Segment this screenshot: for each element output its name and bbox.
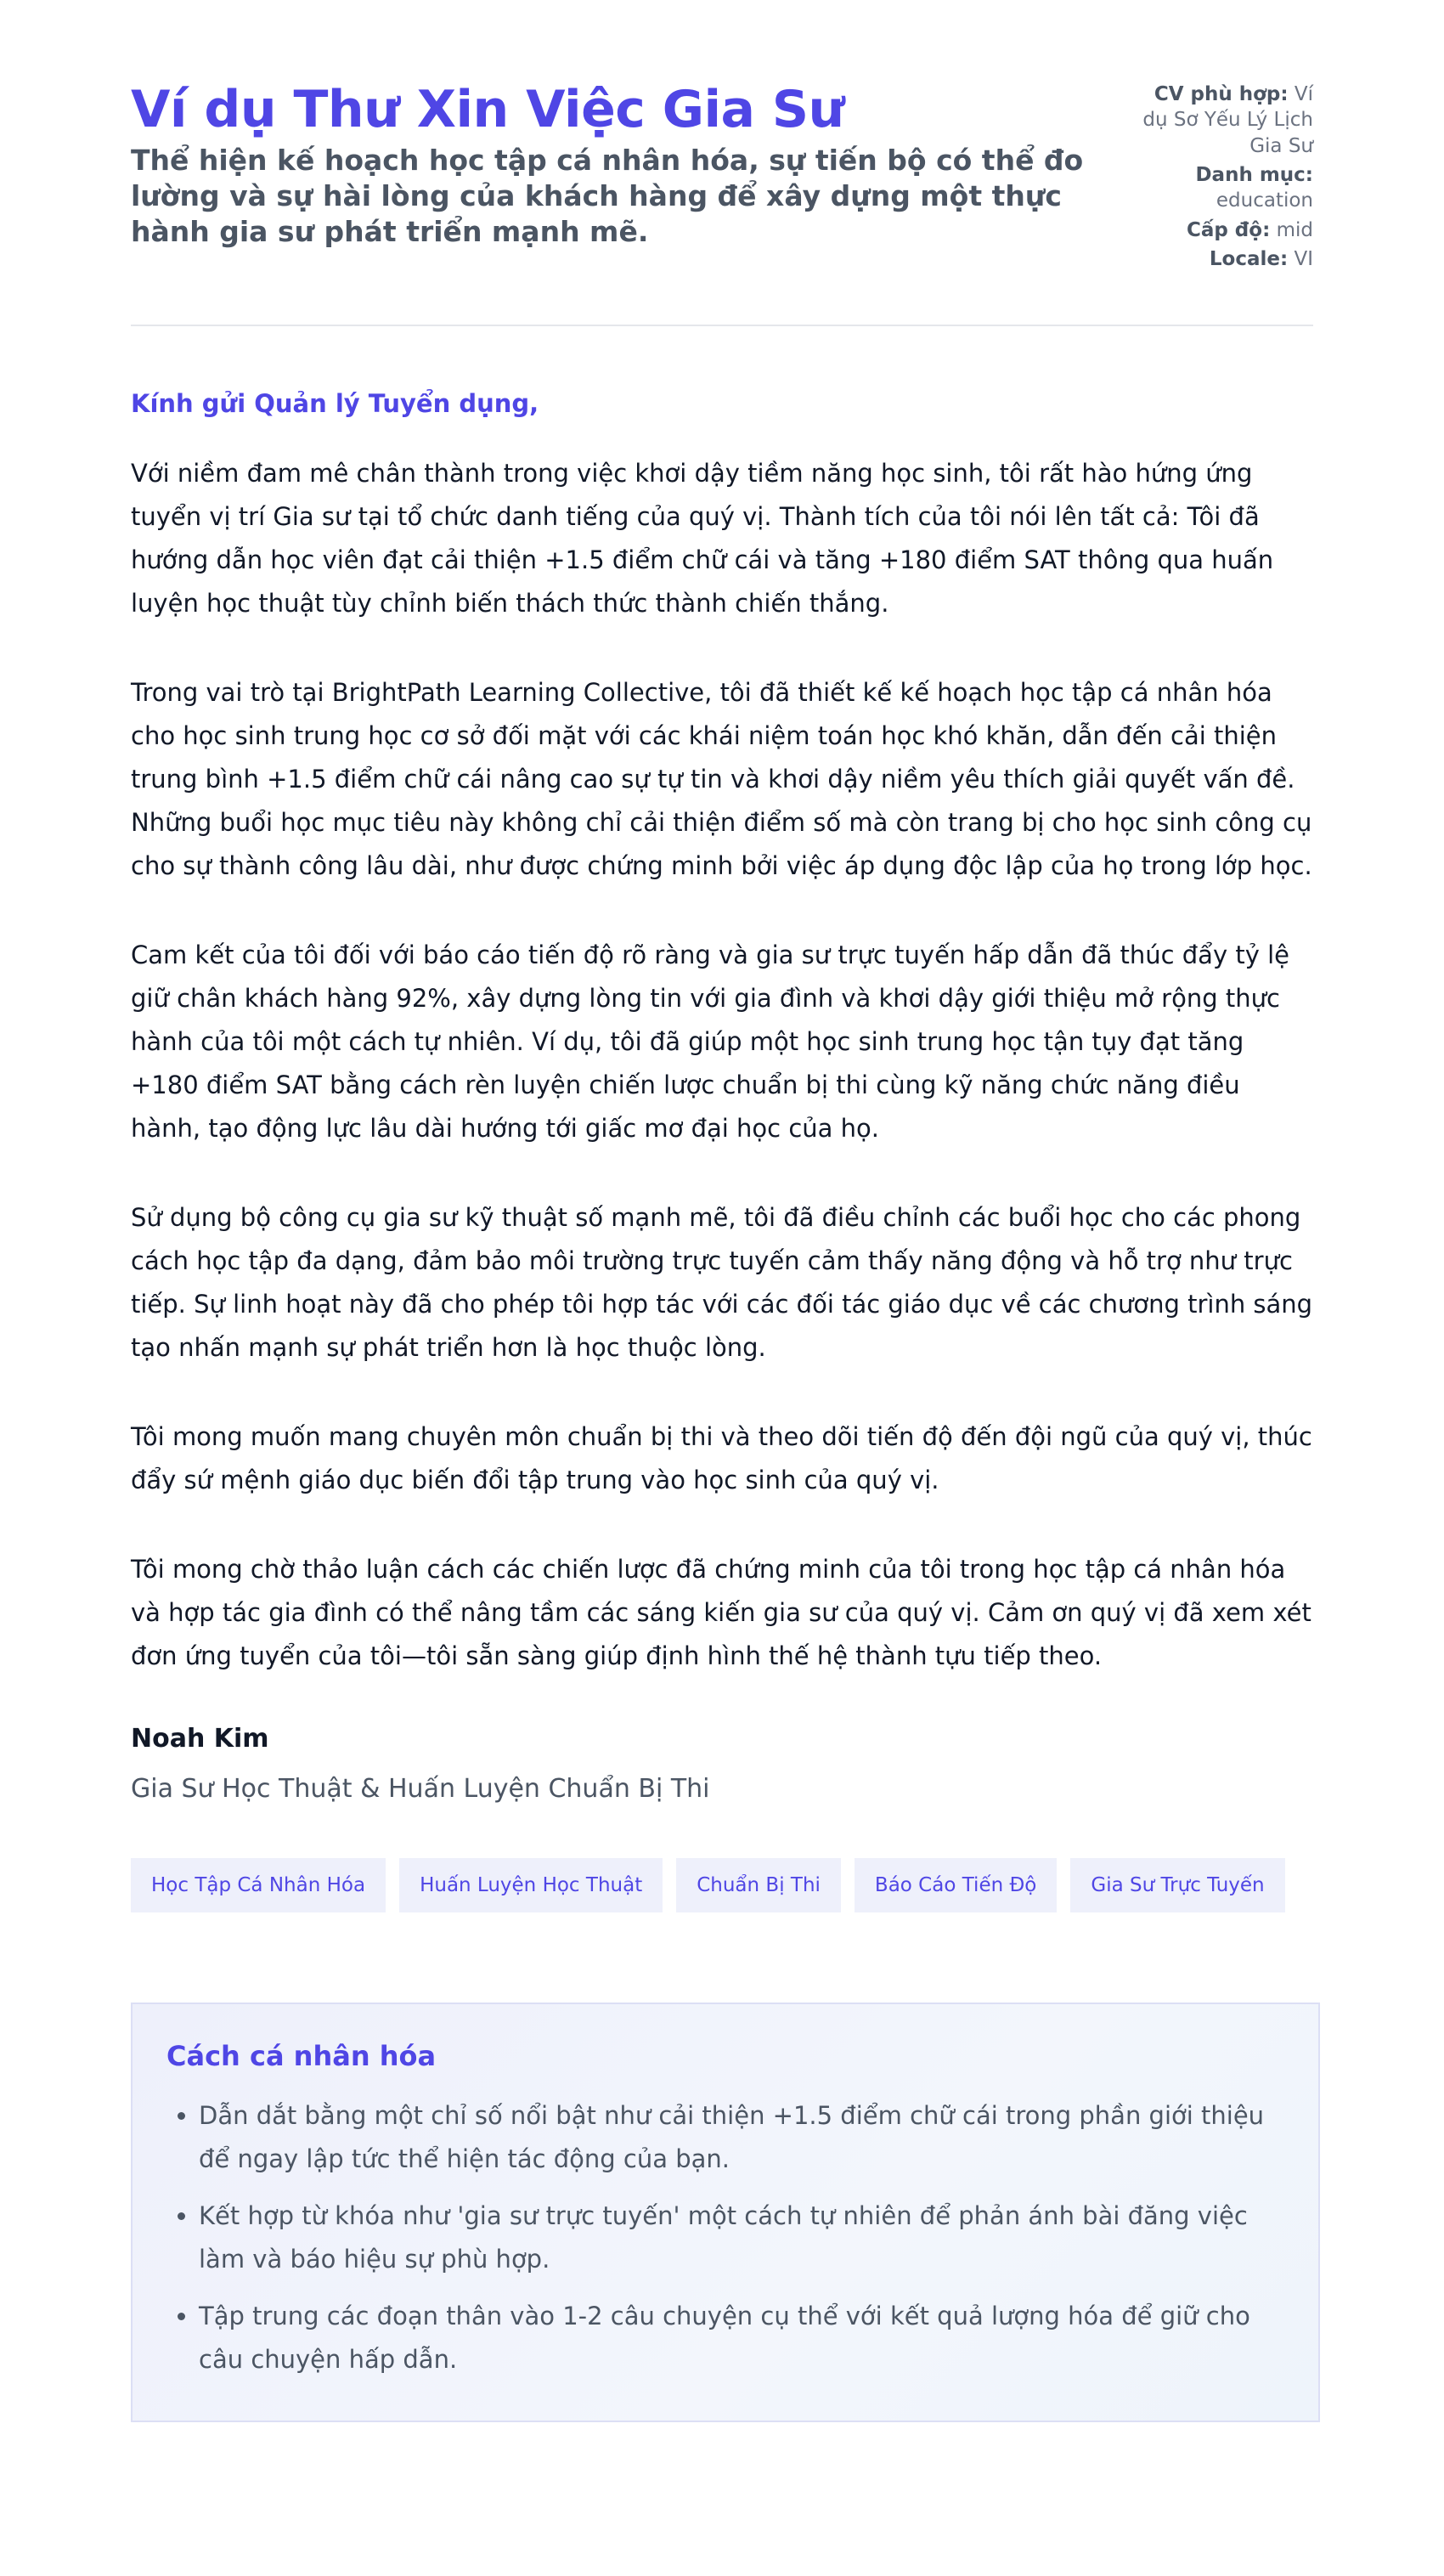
tag-chip: Huấn Luyện Học Thuật xyxy=(399,1858,663,1912)
tag-list xyxy=(131,1858,1313,1912)
tips-list-item: • Dẫn dắt bằng một chỉ số nổi bật như cải thiện +1.5 điểm chữ cái trong phần giới thiệu để ngay lập tức thể hiện tác động của bạn. xyxy=(199,2094,1284,2181)
tips-list-item: • Kết hợp từ khóa như 'gia sư trực tuyến' một cách tự nhiên để phản ánh bài đăng việc làm và báo hiệu sự phù hợp. xyxy=(199,2195,1284,2281)
meta-level-key: Cấp độ: xyxy=(1186,218,1271,241)
page-title: Ví dụ Thư Xin Việc Gia Sư xyxy=(131,80,844,139)
meta-locale-value: VI xyxy=(1294,248,1313,271)
letter-salutation: Kính gửi Quản lý Tuyển dụng, xyxy=(131,389,539,418)
letter-paragraph: Tôi mong chờ thảo luận cách các chiến lược đã chứng minh của tôi trong học tập cá nhân hóa và hợp tác gia đình có thể nâng tầm các sáng kiến gia sư của quý vị. Cảm ơn quý vị đã xem xét đơn ứng tuyển của tôi—tôi sẵn sàng giúp định hình thế hệ thành tựu tiếp theo. xyxy=(131,1555,1311,1670)
letter-paragraph: Trong vai trò tại BrightPath Learning Collective, tôi đã thiết kế kế hoạch học tập cá nhân hóa cho học sinh trung học cơ sở đối mặt với các khái niệm toán học khó khăn, dẫn đến cải thiện trung bình +1.5 điểm chữ cái nâng cao sự tự tin và khơi dậy niềm yêu thích giải quyết vấn đề. Những buổi học mục tiêu này không chỉ cải thiện điểm số mà còn trang bị cho học sinh công cụ cho sự thành công lâu dài, như được chứng minh bởi việc áp dụng độc lập của họ trong lớp học. xyxy=(131,678,1312,880)
meta-panel xyxy=(1126,82,1313,276)
letter-body xyxy=(131,452,1313,1678)
tips-title: Cách cá nhân hóa xyxy=(166,2040,437,2072)
meta-cv-key: CV phù hợp: xyxy=(1154,83,1289,105)
letter-paragraph: Với niềm đam mê chân thành trong việc khơi dậy tiềm năng học sinh, tôi rất hào hứng ứng tuyển vị trí Gia sư tại tổ chức danh tiếng của quý vị. Thành tích của tôi nói lên tất cả: Tôi đã hướng dẫn học viên đạt cải thiện +1.5 điểm chữ cái và tăng +180 điểm SAT thông qua huấn luyện học thuật tùy chỉnh biến thách thức thành chiến thắng. xyxy=(131,459,1274,618)
tips-list-item: • Tập trung các đoạn thân vào 1-2 câu chuyện cụ thể với kết quả lượng hóa để giữ cho câu chuyện hấp dẫn. xyxy=(199,2295,1284,2381)
meta-category-value: education xyxy=(1216,189,1313,212)
signature-name: Noah Kim xyxy=(131,1724,269,1754)
page-subtitle: Thể hiện kế hoạch học tập cá nhân hóa, sự tiến bộ có thể đo lường và sự hài lòng của khách hàng để xây dựng một thực hành gia sư phát triển mạnh mẽ. xyxy=(131,144,1084,248)
meta-level xyxy=(1126,217,1313,243)
tips-list xyxy=(166,2094,1284,2381)
letter-paragraph: Cam kết của tôi đối với báo cáo tiến độ rõ ràng và gia sư trực tuyến hấp dẫn đã thúc đẩy tỷ lệ giữ chân khách hàng 92%, xây dựng lòng tin với gia đình và khơi dậy giới thiệu mở rộng thực hành của tôi một cách tự nhiên. Ví dụ, tôi đã giúp một học sinh trung học tận tụy đạt tăng +180 điểm SAT bằng cách rèn luyện chiến lược chuẩn bị thi cùng kỹ năng chức năng điều hành, tạo động lực lâu dài hướng tới giấc mơ đại học của họ. xyxy=(131,941,1289,1143)
meta-locale-key: Locale: xyxy=(1209,248,1289,271)
personalization-tips-box xyxy=(131,2003,1320,2422)
meta-locale xyxy=(1126,246,1313,272)
tag-chip: Gia Sư Trực Tuyến xyxy=(1070,1858,1284,1912)
meta-category-key: Danh mục: xyxy=(1195,164,1313,187)
header-title-block xyxy=(131,82,1108,250)
meta-level-value: mid xyxy=(1276,218,1313,241)
tag-chip: Báo Cáo Tiến Độ xyxy=(855,1858,1057,1912)
tag-chip: Chuẩn Bị Thi xyxy=(676,1858,841,1912)
page-header xyxy=(131,82,1313,325)
signature-block xyxy=(131,1724,1313,1804)
letter-paragraph: Tôi mong muốn mang chuyên môn chuẩn bị thi và theo dõi tiến độ đến đội ngũ của quý vị, thúc đẩy sứ mệnh giáo dục biến đổi tập trung vào học sinh của quý vị. xyxy=(131,1422,1312,1494)
letter-paragraph: Sử dụng bộ công cụ gia sư kỹ thuật số mạnh mẽ, tôi đã điều chỉnh các buổi học cho các phong cách học tập đa dạng, đảm bảo môi trường trực tuyến cảm thấy năng động và hỗ trợ như trực tiếp. Sự linh hoạt này đã cho phép tôi hợp tác với các đối tác giáo dục về các chương trình sáng tạo nhấn mạnh sự phát triển hơn là học thuộc lòng. xyxy=(131,1203,1313,1362)
signature-title: Gia Sư Học Thuật & Huấn Luyện Chuẩn Bị Thi xyxy=(131,1774,710,1804)
meta-category xyxy=(1126,162,1313,214)
tag-chip: Học Tập Cá Nhân Hóa xyxy=(131,1858,386,1912)
meta-cv-value: Ví dụ Sơ Yếu Lý Lịch Gia Sư xyxy=(1142,83,1313,157)
header-divider xyxy=(131,325,1313,326)
meta-cv xyxy=(1126,82,1313,159)
